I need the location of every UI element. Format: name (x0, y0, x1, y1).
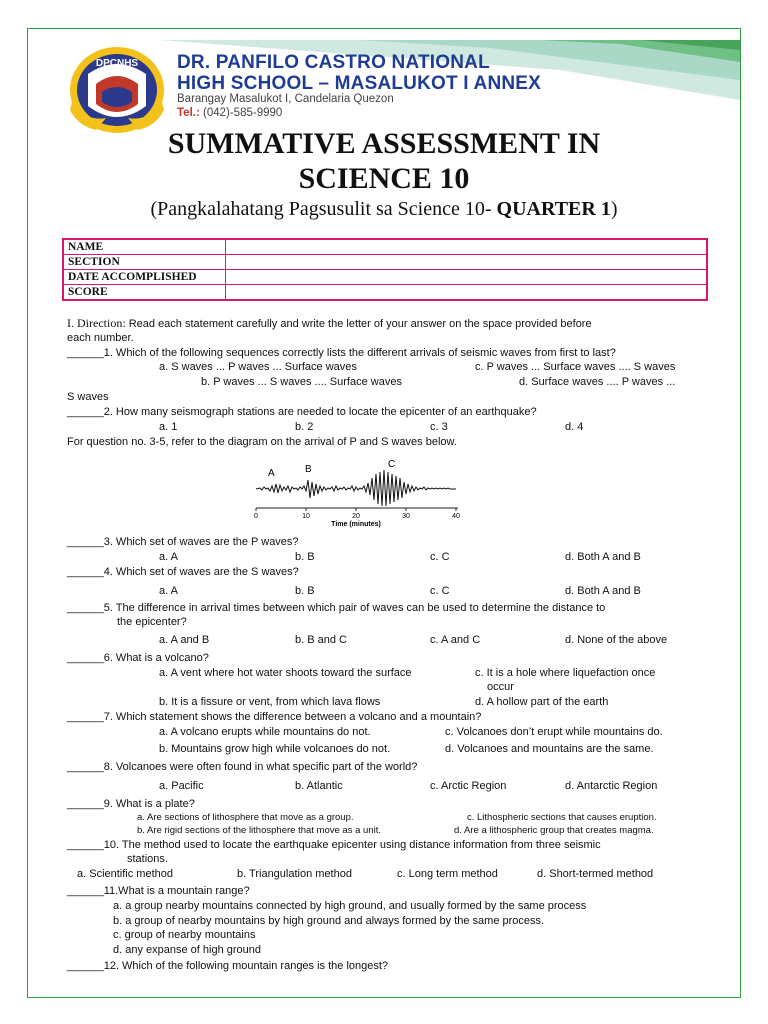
question-3: ______3. Which set of waves are the P waves? (67, 536, 299, 548)
q5-option-a: a. A and B (159, 634, 210, 646)
q2-option-a: a. 1 (159, 421, 178, 433)
direction-label: I. Direction: (67, 316, 126, 330)
score-field[interactable] (226, 285, 708, 301)
date-field[interactable] (226, 270, 708, 285)
q6-option-a: a. A vent where hot water shoots toward the surface (159, 667, 412, 679)
info-label: DATE ACCOMPLISHED (63, 270, 226, 285)
question-7: ______7. Which statement shows the difference between a volcano and a mountain? (67, 711, 482, 723)
q9-option-b: b. Are rigid sections of the lithosphere that move as a unit. (137, 825, 381, 836)
info-row-date (63, 270, 707, 285)
q8-option-a: a. Pacific (159, 780, 204, 792)
question-6: ______6. What is a volcano? (67, 652, 209, 664)
page-title-line2: SCIENCE 10 (298, 162, 470, 195)
tel-number: (042)-585-9990 (203, 107, 283, 119)
q11-option-d: d. any expanse of high ground (113, 944, 262, 956)
q1-option-c: c. P waves ... Surface waves .... S waves (475, 361, 676, 373)
question-10: ______10. The method used to locate the earthquake epicenter using distance information from three seismic (67, 839, 601, 851)
diagram-tick-label: 10 (302, 513, 310, 520)
q6-option-b: b. It is a fissure or vent, from which lava flows (159, 696, 381, 708)
diagram-label-a: A (268, 468, 275, 479)
diagram-label-b: B (305, 464, 312, 475)
diagram-tick-label: 0 (254, 513, 258, 520)
q9-option-c: c. Lithospheric sections that causes eruption. (467, 812, 657, 823)
q3-option-d: d. Both A and B (565, 551, 641, 563)
diagram-axis-label: Time (minutes) (331, 521, 381, 528)
direction (67, 316, 592, 331)
info-label: NAME (63, 239, 226, 255)
q11-option-b: b. a group of nearby mountains by high ground and always formed by the same process. (113, 915, 545, 927)
q7-option-d: d. Volcanoes and mountains are the same. (445, 743, 654, 755)
q2-option-b: b. 2 (295, 421, 314, 433)
q1-option-a: a. S waves ... P waves ... Surface waves (159, 361, 357, 373)
q7-option-c: c. Volcanoes don’t erupt while mountains do. (445, 726, 663, 738)
seal-text: DPCNHS (95, 58, 139, 69)
direction-text: Read each statement carefully and write the letter of your answer on the space provided before (125, 318, 592, 330)
school-name-line1: DR. PANFILO CASTRO NATIONAL (177, 52, 490, 73)
subtitle-quarter: QUARTER 1 (496, 198, 611, 220)
info-label: SECTION (63, 255, 226, 270)
q4-option-d: d. Both A and B (565, 585, 641, 597)
q3-option-c: c. C (430, 551, 450, 563)
q3-option-b: b. B (295, 551, 315, 563)
diagram-tick-label: 30 (402, 513, 410, 520)
question-2: ______2. How many seismograph stations are needed to locate the epicenter of an earthquake? (67, 406, 537, 418)
school-telephone (177, 107, 282, 119)
seismogram-diagram (250, 456, 466, 528)
info-row-name (63, 239, 707, 255)
q11-option-c: c. group of nearby mountains (113, 929, 256, 941)
school-seal-logo (66, 44, 168, 136)
q6-option-d: d. A hollow part of the earth (475, 696, 609, 708)
subtitle-text: (Pangkalahatang Pagsusulit sa Science 10- (150, 198, 497, 220)
page-subtitle (0, 198, 768, 221)
q10-option-d: d. Short-termed method (537, 868, 654, 880)
q7-option-a: a. A volcano erupts while mountains do not. (159, 726, 371, 738)
question-8: ______8. Volcanoes were often found in what specific part of the world? (67, 761, 418, 773)
q5-option-c: c. A and C (430, 634, 481, 646)
q4-option-b: b. B (295, 585, 315, 597)
q2-option-c: c. 3 (430, 421, 448, 433)
q7-option-b: b. Mountains grow high while volcanoes do not. (159, 743, 391, 755)
question-12: ______12. Which of the following mountain ranges is the longest? (67, 960, 389, 972)
section-field[interactable] (226, 255, 708, 270)
q4-option-a: a. A (159, 585, 178, 597)
seismic-wave-trace (256, 470, 456, 506)
q10-option-c: c. Long term method (397, 868, 498, 880)
q1-option-d: d. Surface waves .... P waves ... (519, 376, 676, 388)
q9-option-d: d. Are a lithospheric group that creates magma. (454, 825, 654, 836)
question-4: ______4. Which set of waves are the S waves? (67, 566, 299, 578)
question-10-cont: stations. (127, 853, 168, 865)
info-label: SCORE (63, 285, 226, 301)
q8-option-c: c. Arctic Region (430, 780, 507, 792)
q3-option-a: a. A (159, 551, 178, 563)
info-row-section (63, 255, 707, 270)
diagram-tick-label: 20 (352, 513, 360, 520)
question-1: ______1. Which of the following sequences correctly lists the different arrivals of seismic waves from first to last? (67, 347, 616, 359)
name-field[interactable] (226, 239, 708, 255)
school-name-line2: HIGH SCHOOL – MASALUKOT I ANNEX (177, 73, 542, 94)
subtitle-close: ) (610, 198, 618, 220)
page-title-line1: SUMMATIVE ASSESSMENT IN (167, 127, 601, 160)
q2-option-d: d. 4 (565, 421, 584, 433)
q6-option-c-cont: occur (487, 681, 514, 693)
q3-5-intro: For question no. 3-5, refer to the diagram on the arrival of P and S waves below. (67, 436, 457, 448)
diagram-tick-label: 40 (452, 513, 460, 520)
q6-option-c: c. It is a hole where liquefaction once (475, 667, 656, 679)
tel-label: Tel.: (177, 107, 200, 119)
q8-option-b: b. Atlantic (295, 780, 343, 792)
school-address: Barangay Masalukot I, Candelaria Quezon (177, 93, 394, 105)
q9-option-a: a. Are sections of lithosphere that move as a group. (137, 812, 354, 823)
student-info-table (62, 238, 708, 301)
q11-option-a: a. a group nearby mountains connected by high ground, and usually formed by the same process (113, 900, 587, 912)
q5-option-b: b. B and C (295, 634, 347, 646)
school-name (177, 52, 541, 94)
q10-option-a: a. Scientific method (77, 868, 173, 880)
q4-option-c: c. C (430, 585, 450, 597)
q1-option-d-cont: S waves (67, 391, 109, 403)
diagram-label-c: C (388, 459, 396, 470)
q8-option-d: d. Antarctic Region (565, 780, 658, 792)
info-row-score (63, 285, 707, 301)
question-5-cont: the epicenter? (117, 616, 187, 628)
question-11: ______11.What is a mountain range? (67, 885, 250, 897)
question-9: ______9. What is a plate? (67, 798, 195, 810)
q1-option-b: b. P waves ... S waves .... Surface waves (201, 376, 402, 388)
q5-option-d: d. None of the above (565, 634, 668, 646)
q10-option-b: b. Triangulation method (237, 868, 352, 880)
question-5: ______5. The difference in arrival times between which pair of waves can be used to determine the distance to (67, 602, 606, 614)
direction-text-cont: each number. (67, 332, 134, 344)
